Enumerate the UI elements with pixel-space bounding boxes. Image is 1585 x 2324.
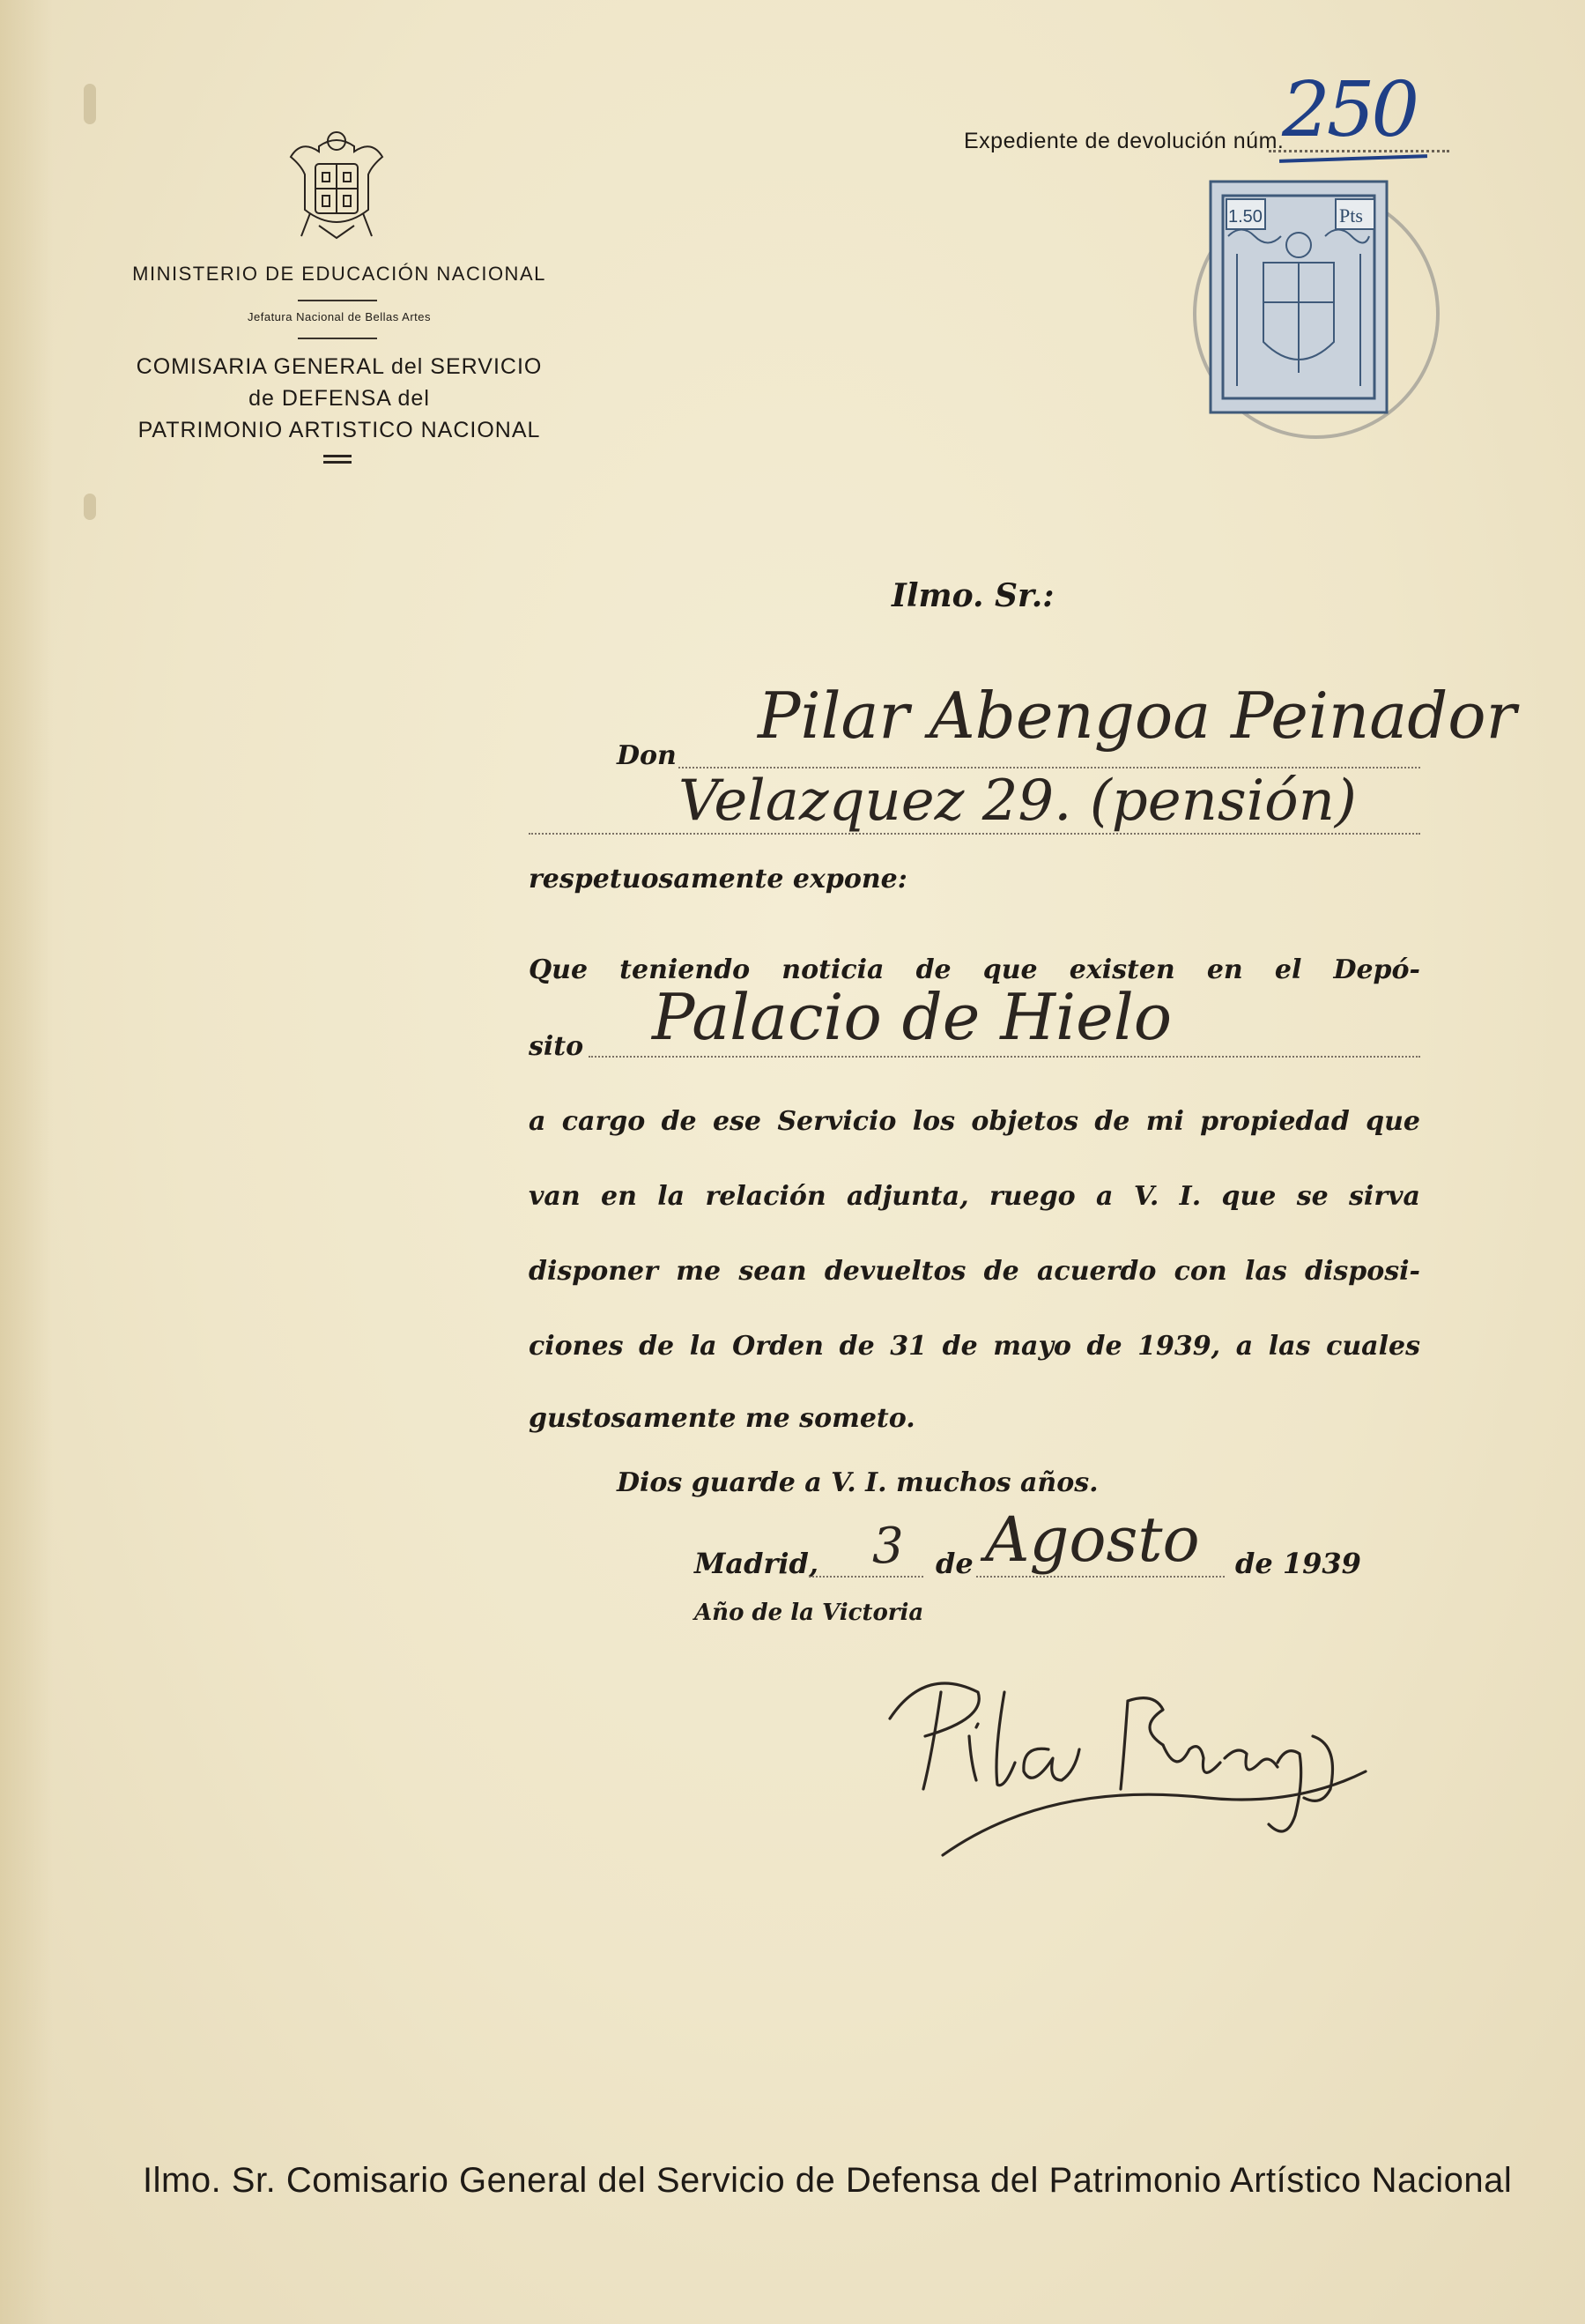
coat-of-arms-icon: [284, 122, 389, 245]
comisaria-name: [132, 351, 546, 446]
punch-hole-mark: [84, 84, 96, 124]
revenue-stamp-icon: [1175, 157, 1440, 448]
deposito-name: Palacio de Hielo: [652, 980, 1173, 1054]
body-line: disponer me sean devueltos de acuerdo con las disposi-: [529, 1256, 1420, 1287]
body-line: a cargo de ese Servicio los objetos de mi propiedad que: [529, 1106, 1420, 1137]
date-day: 3: [872, 1518, 904, 1575]
stamp-value: 1.50: [1228, 207, 1263, 226]
date-month: Agosto: [985, 1504, 1200, 1576]
applicant-prefix: Don: [617, 740, 677, 771]
comisaria-line: COMISARIA GENERAL del SERVICIO: [136, 354, 543, 379]
handwritten-signature: [872, 1657, 1401, 1868]
salutation: Ilmo. Sr.:: [892, 577, 1055, 614]
stamp-currency: Pts: [1339, 204, 1363, 226]
date-year: de 1939: [1235, 1547, 1361, 1580]
applicant-name: Pilar Abengoa Peinador: [758, 679, 1517, 753]
sito-prefix: sito: [529, 1031, 584, 1062]
letterhead-rule: [298, 338, 377, 339]
letterhead-double-rule: [323, 455, 352, 457]
letterhead-double-rule: [323, 461, 352, 464]
body-line: van en la relación adjunta, ruego a V. I. que se sirva: [529, 1181, 1420, 1212]
date-day-line: [809, 1576, 923, 1578]
applicant-address: Velazquez 29. (pensión): [678, 768, 1357, 834]
body-last-line: gustosamente me someto.: [529, 1403, 915, 1434]
ministry-name: MINISTERIO DE EDUCACIÓN NACIONAL: [132, 263, 546, 285]
paper-edge-stain: [0, 0, 53, 2324]
letterhead-rule: [298, 300, 377, 301]
body-line: ciones de la Orden de 31 de mayo de 1939, a las cuales: [529, 1331, 1420, 1362]
date-city: Madrid,: [694, 1547, 819, 1580]
closing-formula: Dios guarde a V. I. muchos años.: [617, 1467, 1099, 1498]
body-line: Que teniendo noticia de que existen en el Depó-: [529, 954, 1420, 985]
punch-hole-mark: [84, 494, 96, 520]
comisaria-line: PATRIMONIO ARTISTICO NACIONAL: [137, 418, 541, 442]
expediente-number: 250: [1282, 66, 1417, 154]
deposito-name-line: [589, 1056, 1420, 1058]
expediente-label: Expediente de devolución núm.: [964, 129, 1285, 153]
date-de: de: [936, 1547, 974, 1580]
date-month-line: [976, 1576, 1225, 1578]
comisaria-line: de DEFENSA del: [248, 386, 430, 411]
footer-addressee: Ilmo. Sr. Comisario General del Servicio de Defensa del Patrimonio Artístico Nacional: [143, 2161, 1513, 2200]
jefatura-name: Jefatura Nacional de Bellas Artes: [248, 310, 431, 323]
expone-text: respetuosamente expone:: [529, 864, 907, 895]
year-label: Año de la Victoria: [694, 1600, 924, 1626]
